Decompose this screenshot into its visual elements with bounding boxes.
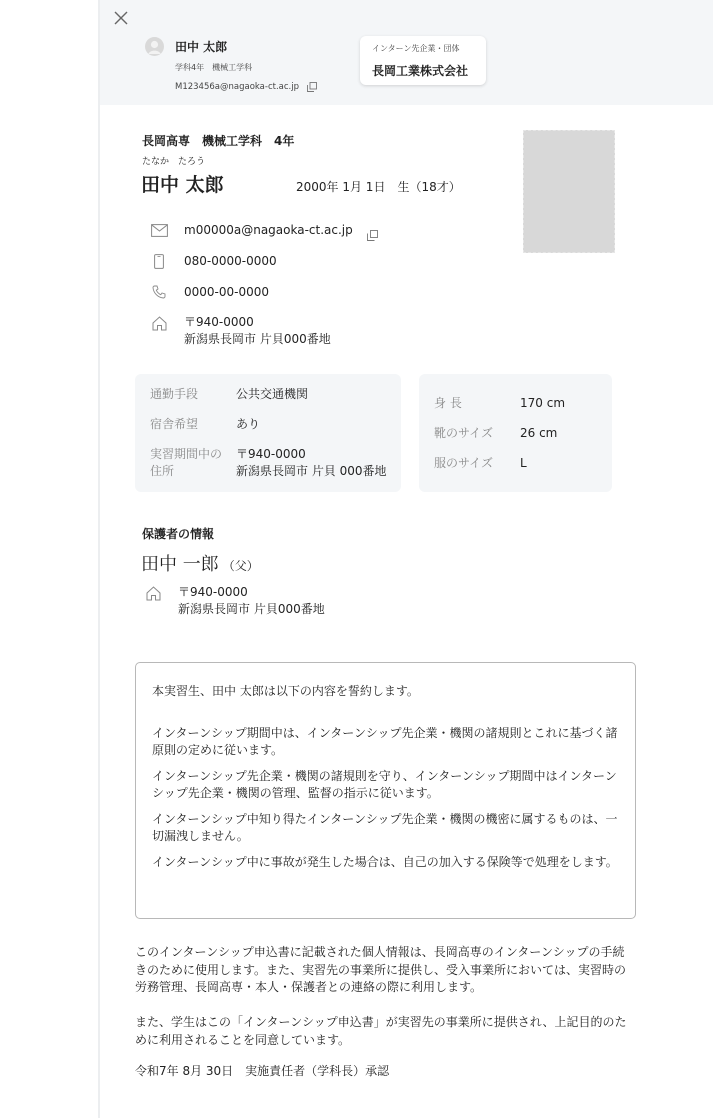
company-name: 長岡工業株式会社 [372, 64, 469, 78]
pledge-intro: 本実習生、田中 太郎は以下の内容を誓約します。 [152, 684, 419, 698]
contact-address-row [150, 314, 331, 348]
dorm-row [150, 416, 260, 433]
consent-notice: また、学生はこの「インターンシップ申込書」が実習先の事業所に提供され、上記目的のために利用されることを同意しています。 [135, 1015, 627, 1047]
pledge-box [135, 662, 636, 919]
home-icon [150, 315, 168, 331]
clothes-size-row [434, 455, 527, 472]
guardian-name: 田中 一郎 [141, 554, 219, 575]
student-photo [523, 130, 615, 253]
contact-phone-row [150, 284, 269, 301]
internship-address-row [150, 446, 387, 480]
background-overlay [0, 0, 98, 1118]
pledge-item: インターンシップ中に事故が発生した場合は、自己の加入する保険等で処理をします。 [152, 855, 618, 869]
company-label: インターン先企業・団体 [372, 44, 460, 53]
contact-address [184, 314, 331, 348]
pledge-item: インターンシップ先企業・機関の諸規則を守り、インターンシップ期間中はインターンシップ先企業・機関の管理、監督の指示に従います。 [152, 769, 617, 800]
approval-line: 令和7年 8月 30日 実施責任者（学科長）承認 [135, 1064, 390, 1078]
copy-email-icon[interactable] [307, 82, 317, 92]
pledge-item: インターンシップ中知り得たインターンシップ先企業・機関の機密に属するものは、一切漏洩しません。 [152, 812, 618, 843]
height-value: 170 cm [520, 396, 566, 410]
contact-phone: 0000-00-0000 [184, 285, 270, 299]
guardian-relation: （父） [222, 559, 259, 573]
contact-postal: 〒940-0000 [184, 315, 254, 329]
dorm-value: あり [236, 417, 261, 431]
commute-label: 通勤手段 [150, 387, 199, 401]
avatar [145, 37, 164, 56]
contact-mobile: 080-0000-0000 [184, 254, 277, 268]
internship-postal: 〒940-0000 [236, 447, 306, 461]
guardian-section-title: 保護者の情報 [142, 527, 215, 541]
internship-address-text: 新潟県長岡市 片貝 000番地 [236, 464, 387, 478]
birthdate: 2000年 1月 1日 生（18才） [296, 180, 461, 194]
contact-mobile-row [150, 253, 277, 270]
close-icon [112, 9, 130, 27]
shoe-size-value: 26 cm [520, 426, 558, 440]
privacy-notice: このインターンシップ申込書に記載された個人情報は、長岡高専のインターンシップの手続きのために使用します。また、実習先の事業所に提供し、受入事業所においては、実習時の労務管理、長岡高専・本人・保護者との連絡の際に利用します。 [135, 945, 627, 994]
home-icon [144, 585, 162, 601]
shoe-size-row [434, 425, 557, 442]
header-email-text: M123456a@nagaoka-ct.ac.jp [175, 82, 299, 92]
height-label: 身 長 [434, 396, 462, 410]
student-name: 田中 太郎 [141, 174, 224, 196]
close-button[interactable] [112, 9, 130, 27]
school-info: 長岡高専 機械工学科 4年 [142, 134, 295, 148]
guardian-address-row [144, 584, 325, 618]
name-furigana: たなか たろう [142, 157, 206, 167]
commute-row [150, 386, 308, 403]
contact-email: m00000a@nagaoka-ct.ac.jp [184, 223, 353, 237]
guardian-address [178, 584, 325, 618]
header-department: 学科4年 機械工学科 [175, 63, 253, 72]
user-icon [145, 37, 164, 56]
dorm-label: 宿舎希望 [150, 417, 199, 431]
student-detail-panel [98, 0, 713, 1118]
panel-header [100, 0, 713, 105]
internship-address-value [236, 446, 387, 480]
header-email [175, 82, 317, 92]
sizes-card [419, 374, 612, 492]
internship-address-label-line1: 実習期間中の [150, 447, 223, 461]
shoe-size-label: 靴のサイズ [434, 426, 494, 440]
contact-address-text: 新潟県長岡市 片貝000番地 [184, 332, 331, 346]
mail-icon [150, 222, 168, 238]
pledge-item: インターンシップ期間中は、インターンシップ先企業・機関の諸規則とこれに基づく諸原則の定めに従います。 [152, 726, 618, 757]
guardian-address-text: 新潟県長岡市 片貝000番地 [178, 602, 325, 616]
company-card [360, 36, 486, 85]
internship-address-label [150, 446, 236, 480]
clothes-size-value: L [520, 456, 527, 470]
height-row [434, 395, 565, 412]
guardian-name-line [141, 550, 259, 576]
commute-value: 公共交通機関 [236, 387, 309, 401]
clothes-size-label: 服のサイズ [434, 456, 494, 470]
header-student-name: 田中 太郎 [175, 40, 228, 54]
contact-email-row [150, 222, 377, 239]
logistics-card [135, 374, 401, 492]
internship-address-label-line2: 住所 [150, 464, 175, 478]
mobile-phone-icon [150, 253, 168, 269]
copy-contact-email-icon[interactable] [367, 226, 377, 236]
phone-icon [150, 284, 168, 300]
guardian-postal: 〒940-0000 [178, 585, 248, 599]
